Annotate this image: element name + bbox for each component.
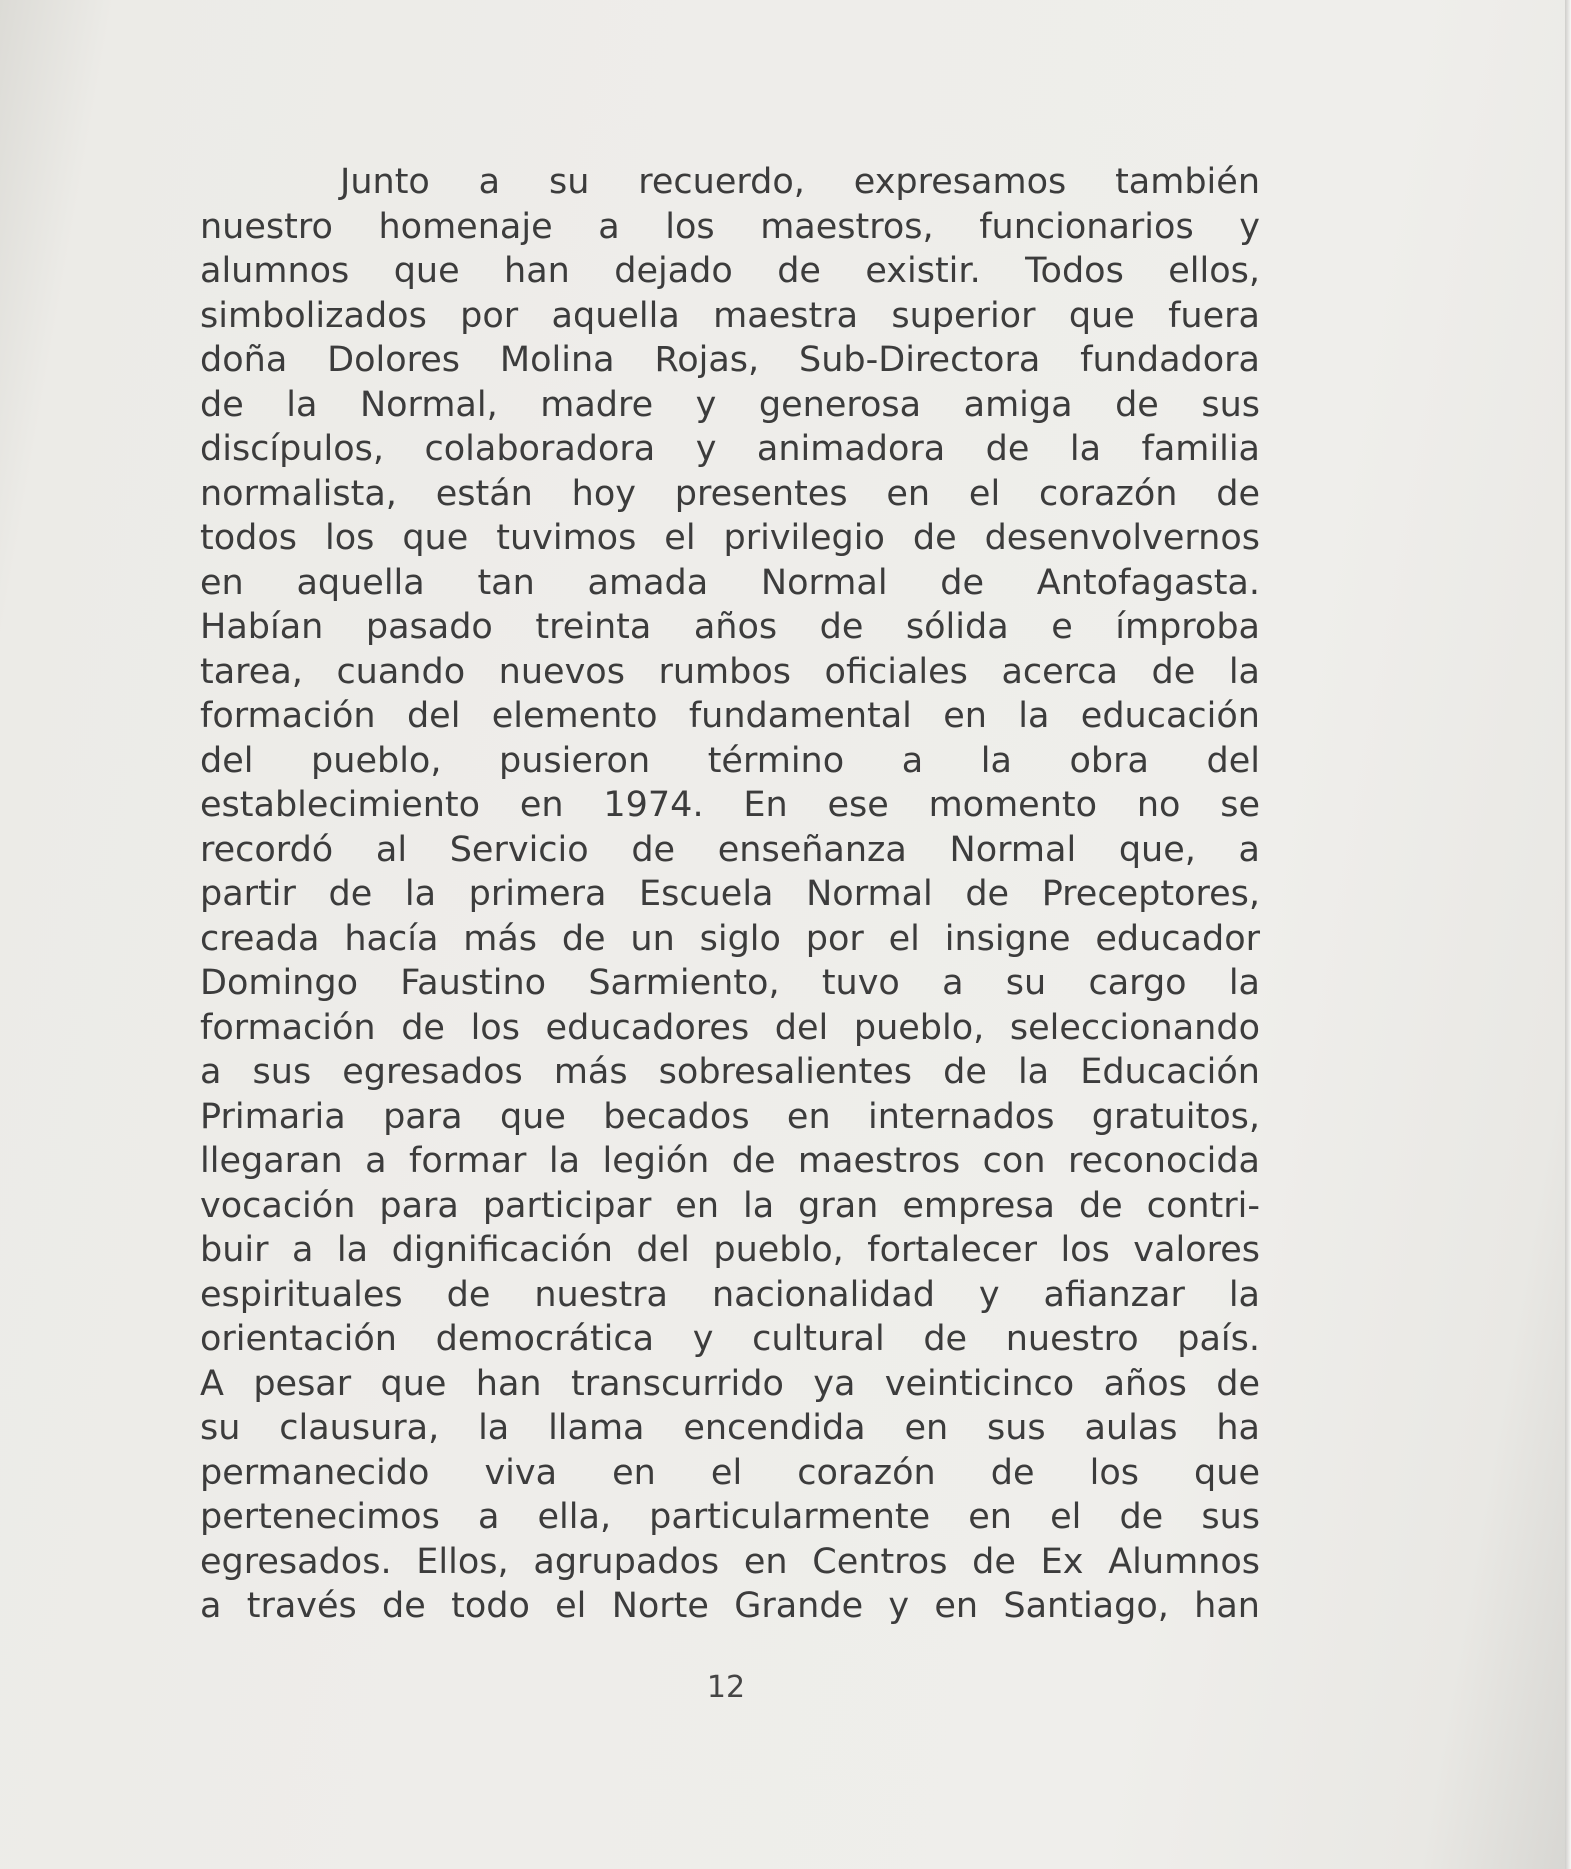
text-line: partir de la primera Escuela Normal de Preceptores, <box>200 874 1260 914</box>
text-line: a través de todo el Norte Grande y en Santiago, han <box>200 1586 1260 1626</box>
text-line: formación de los educadores del pueblo, seleccionando <box>200 1007 1260 1048</box>
text-line: establecimiento en 1974. En ese momento no se <box>200 785 1260 825</box>
text-line: buir a la dignificación del pueblo, fortalecer los valores <box>200 1230 1260 1270</box>
text-line: Junto a su recuerdo, expresamos también <box>340 162 1260 202</box>
text-line: Habían pasado treinta años de sólida e ímproba <box>200 607 1260 647</box>
body-text <box>200 160 1260 1629</box>
text-line: a sus egresados más sobresalientes de la Educación <box>200 1052 1260 1092</box>
text-line: normalista, están hoy presentes en el corazón de <box>200 473 1260 514</box>
text-line: egresados. Ellos, agrupados en Centros de Ex Alumnos <box>200 1541 1260 1582</box>
text-line: A pesar que han transcurrido ya veinticinco años de <box>200 1363 1260 1404</box>
page-edge <box>1565 0 1571 1869</box>
text-line: alumnos que han dejado de existir. Todos ellos, <box>200 251 1260 291</box>
page-number: 12 <box>706 1670 746 1705</box>
text-line: llegaran a formar la legión de maestros con reconocida <box>200 1141 1260 1181</box>
text-line: nuestro homenaje a los maestros, funcionarios y <box>200 206 1260 247</box>
text-line: orientación democrática y cultural de nuestro país. <box>200 1319 1260 1359</box>
text-line: en aquella tan amada Normal de Antofagasta. <box>200 562 1260 603</box>
text-line: de la Normal, madre y generosa amiga de sus <box>200 384 1260 425</box>
text-line: formación del elemento fundamental en la educación <box>200 696 1260 736</box>
text-line: simbolizados por aquella maestra superior que fuera <box>200 295 1260 336</box>
text-line: doña Dolores Molina Rojas, Sub-Directora fundadora <box>200 340 1260 380</box>
text-line: creada hacía más de un siglo por el insigne educador <box>200 918 1260 959</box>
text-line: pertenecimos a ella, particularmente en el de sus <box>200 1497 1260 1537</box>
text-line: permanecido viva en el corazón de los que <box>200 1452 1260 1493</box>
text-line: Domingo Faustino Sarmiento, tuvo a su cargo la <box>200 963 1260 1003</box>
text-line: espirituales de nuestra nacionalidad y afianzar la <box>200 1274 1260 1315</box>
text-line: tarea, cuando nuevos rumbos oficiales acerca de la <box>200 651 1260 692</box>
text-line: del pueblo, pusieron término a la obra del <box>200 740 1260 781</box>
text-line: Primaria para que becados en internados gratuitos, <box>200 1096 1260 1137</box>
text-line: recordó al Servicio de enseñanza Normal que, a <box>200 829 1260 870</box>
text-line: su clausura, la llama encendida en sus aulas ha <box>200 1408 1260 1448</box>
text-line: discípulos, colaboradora y animadora de la familia <box>200 429 1260 469</box>
text-line: vocación para participar en la gran empresa de contri- <box>200 1185 1260 1226</box>
text-line: todos los que tuvimos el privilegio de desenvolvernos <box>200 518 1260 558</box>
